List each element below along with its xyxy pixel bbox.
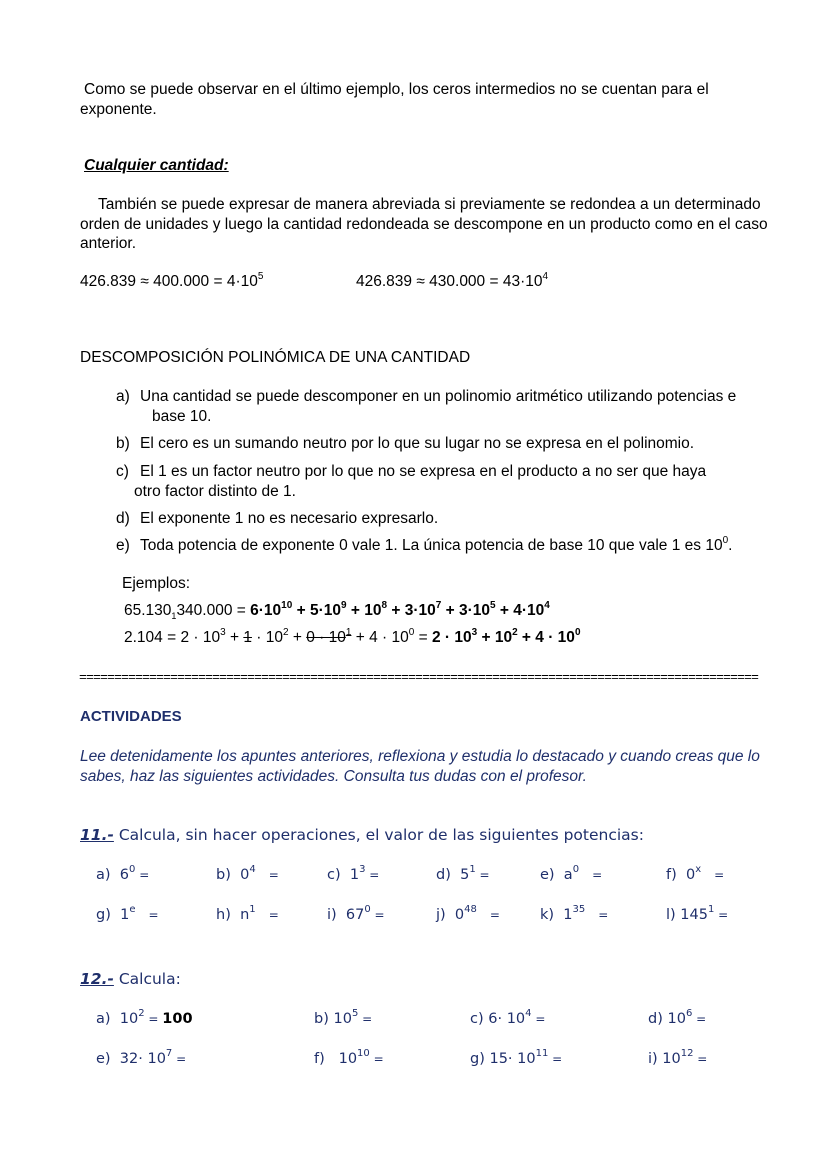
exercise-item: b) $10^5$ = — [314, 1008, 373, 1027]
separator-line: ================================================================================================= — [79, 670, 759, 685]
polynomial-example-2: $2.104 = 2 \cdot 10^3 + 1 \cdot 10^2 + 0 \cdot 10^1 + 4 \cdot 10^0 = 2 \cdot 10^3 + 10^2 + 4 \cdot 10^0$ — [124, 626, 581, 646]
exercise-item: g) $15\cdot 10^{11}$ = — [470, 1048, 563, 1067]
list-item: a) Una cantidad se puede descomponer en un polinomio aritmético utilizando potencias e base 10. — [116, 388, 737, 425]
exercise-item: a) $10^2 = 100$ — [96, 1008, 193, 1027]
section1-paragraph: También se puede expresar de manera abreviada si previamente se redondea a un determinado orden de unidades y luego la cantidad redondeada se descompone en un producto como en el caso anterior. — [80, 196, 768, 252]
activities-instructions: Lee detenidamente los apuntes anteriores, reflexiona y estudia lo destacado y cuando creas que lo sabes, haz las siguientes actividades. Consulta tus dudas con el profesor. — [80, 748, 760, 785]
exercise-11-title: 11.- Calcula, sin hacer operaciones, el valor de las siguientes potencias: — [80, 826, 644, 844]
exercise-item: e) $a^0$ = — [540, 864, 603, 883]
exercise-item: j) $0^{48}$ = — [436, 904, 500, 923]
exercise-item: c) $6\cdot 10^4$ = — [470, 1008, 546, 1027]
exercise-item: d) $10^6$ = — [648, 1008, 707, 1027]
exercise-item: h) $n^1$ = — [216, 904, 279, 923]
polynomial-example-1: $65.130_1340.000 = 6\cdot 10^{10} + 5\cdot 10^9 + 10^8 + 3\cdot 10^7 + 3\cdot 10^5 + 4\cdot 10^4$ — [124, 599, 550, 622]
exercise-item: i) $10^{12}$ = — [648, 1048, 708, 1067]
rounding-example-right: $426.839 \approx 430.000 = 43\cdot 10^4$ — [356, 270, 549, 290]
exercise-item: f) 0$^x$ = — [666, 864, 725, 883]
list-item: d) El exponente 1 no es necesario expresarlo. — [116, 510, 439, 527]
exercise-12-title: 12.- Calcula: — [80, 970, 181, 988]
exercise-item: l) $145^1$ = — [666, 904, 729, 923]
list-item: c) El 1 es un factor neutro por lo que no se expresa en el producto a no ser que haya otro factor distinto de 1. — [116, 463, 707, 500]
section-heading-cualquier-cantidad: Cualquier cantidad: — [84, 157, 229, 174]
exercise-item: k) $1^{35}$ = — [540, 904, 609, 923]
exercise-item: f) $10^{10}$ = — [314, 1048, 384, 1067]
exercise-item: i) $67^0$ = — [327, 904, 385, 923]
exercise-item: d) $5^1$ = — [436, 864, 490, 883]
section-heading-descomposicion: DESCOMPOSICIÓN POLINÓMICA DE UNA CANTIDAD — [80, 349, 471, 366]
rounding-example-left: $426.839 \approx 400.000 = 4\cdot 10^5$ — [80, 270, 264, 290]
activities-heading: ACTIVIDADES — [80, 708, 182, 725]
list-item: e) Toda potencia de exponente 0 vale 1. La única potencia de base 10 que vale 1 es $10^0$. — [116, 534, 733, 554]
intro-paragraph: Como se puede observar en el último ejemplo, los ceros intermedios no se cuentan para el exponente. — [80, 81, 709, 118]
exercise-item: e) $32\cdot 10^7$ = — [96, 1048, 187, 1067]
examples-label: Ejemplos: — [122, 575, 191, 592]
exercise-item: b) $0^4$ = — [216, 864, 279, 883]
list-item: b) El cero es un sumando neutro por lo que su lugar no se expresa en el polinomio. — [116, 435, 695, 452]
exercise-item: a) $6^0$ = — [96, 864, 150, 883]
exercise-item: c) $1^3$ = — [327, 864, 380, 883]
exercise-item: g) 1e = — [96, 904, 159, 923]
